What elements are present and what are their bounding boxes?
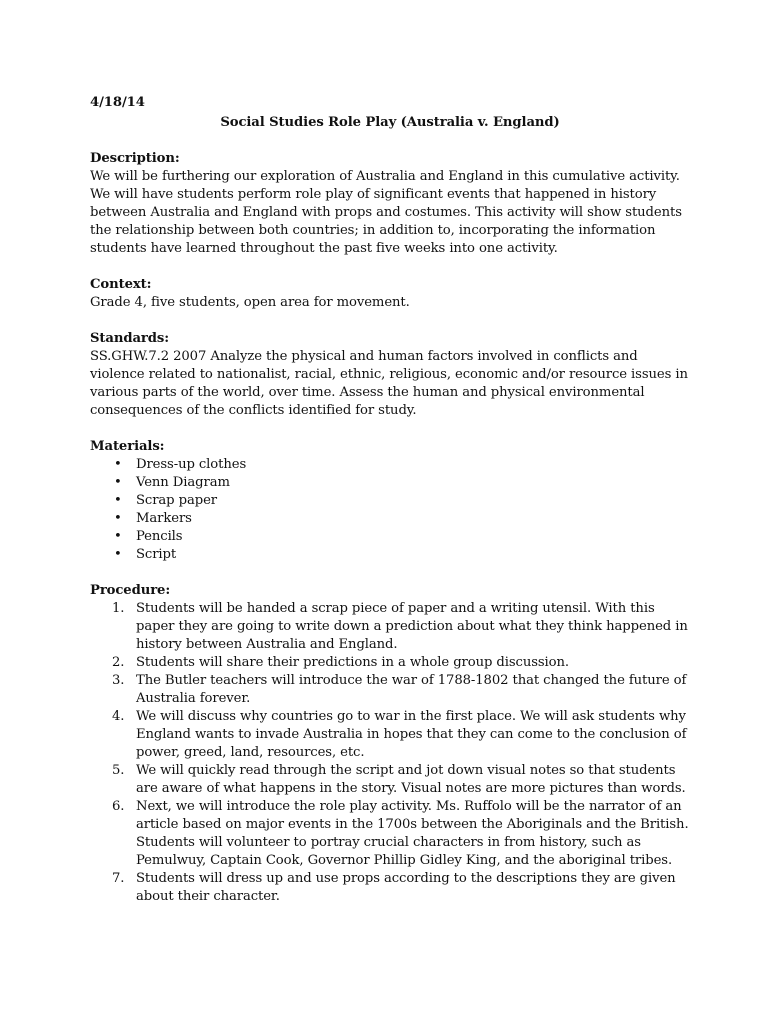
step-text: Students will share their predictions in a whole group discussion.: [136, 655, 569, 670]
step-text: We will quickly read through the script and jot down visual notes so that students are aware of what happens in the story. Visual notes are more pictures than words.: [136, 763, 686, 796]
bullet-icon: •: [114, 475, 122, 490]
bullet-icon: •: [114, 511, 122, 526]
document-date: 4/18/14: [90, 95, 145, 110]
document-page: [90, 94, 690, 906]
procedure-step: [90, 654, 690, 672]
materials-heading: Materials:: [90, 439, 165, 454]
procedure-section: [90, 582, 690, 906]
step-number: 3.: [112, 673, 125, 688]
standards-text: SS.GHW.7.2 2007 Analyze the physical and human factors involved in conflicts and violence related to nationalist, racial, ethnic, religious, economic and/or resource issues in various parts of the world, over time. Assess the human and physical environmental consequences of the conflicts identified for study.: [90, 349, 688, 418]
procedure-step: [90, 708, 690, 762]
procedure-step: [90, 870, 690, 906]
step-text: The Butler teachers will introduce the war of 1788-1802 that changed the future of Australia forever.: [136, 673, 687, 706]
bullet-icon: •: [114, 457, 122, 472]
material-label: Markers: [136, 511, 192, 526]
procedure-heading: Procedure:: [90, 583, 171, 598]
list-item: [90, 492, 690, 510]
material-label: Venn Diagram: [136, 475, 230, 490]
step-text: Next, we will introduce the role play activity. Ms. Ruffolo will be the narrator of an article based on major events in the 1700s between the Aboriginals and the British. Students will volunteer to portray crucial characters in from history, such as Pemulwuy, Captain Cook, Governor Phillip Gidley King, and the aboriginal tribes.: [136, 799, 689, 868]
material-label: Dress-up clothes: [136, 457, 247, 472]
procedure-step: [90, 600, 690, 654]
context-heading: Context:: [90, 277, 152, 292]
materials-list: [90, 456, 690, 564]
list-item: [90, 456, 690, 474]
procedure-list: [90, 600, 690, 906]
document-title: Social Studies Role Play (Australia v. England): [220, 115, 560, 130]
step-number: 6.: [112, 799, 125, 814]
standards-section: [90, 330, 690, 420]
list-item: [90, 510, 690, 528]
material-label: Scrap paper: [136, 493, 217, 508]
step-number: 4.: [112, 709, 125, 724]
standards-heading: Standards:: [90, 331, 169, 346]
description-heading: Description:: [90, 151, 180, 166]
description-text: We will be furthering our exploration of Australia and England in this cumulative activity. We will have students perform role play of significant events that happened in history between Australia and England with props and costumes. This activity will show students the relationship between both countries; in addition to, incorporating the information students have learned throughout the past five weeks into one activity.: [90, 169, 682, 256]
bullet-icon: •: [114, 493, 122, 508]
procedure-step: [90, 672, 690, 708]
context-section: [90, 276, 690, 312]
bullet-icon: •: [114, 547, 122, 562]
list-item: [90, 474, 690, 492]
material-label: Script: [136, 547, 177, 562]
context-text: Grade 4, five students, open area for movement.: [90, 295, 410, 310]
step-number: 2.: [112, 655, 125, 670]
list-item: [90, 546, 690, 564]
step-number: 5.: [112, 763, 125, 778]
step-text: Students will be handed a scrap piece of paper and a writing utensil. With this paper they are going to write down a prediction about what they think happened in history between Australia and England.: [136, 601, 688, 652]
material-label: Pencils: [136, 529, 183, 544]
step-text: Students will dress up and use props according to the descriptions they are given about their character.: [136, 871, 676, 904]
step-number: 1.: [112, 601, 125, 616]
step-number: 7.: [112, 871, 125, 886]
step-text: We will discuss why countries go to war in the first place. We will ask students why England wants to invade Australia in hopes that they can come to the conclusion of power, greed, land, resources, etc.: [136, 709, 687, 760]
procedure-step: [90, 798, 690, 870]
description-section: [90, 150, 690, 258]
list-item: [90, 528, 690, 546]
bullet-icon: •: [114, 529, 122, 544]
materials-section: [90, 438, 690, 564]
procedure-step: [90, 762, 690, 798]
